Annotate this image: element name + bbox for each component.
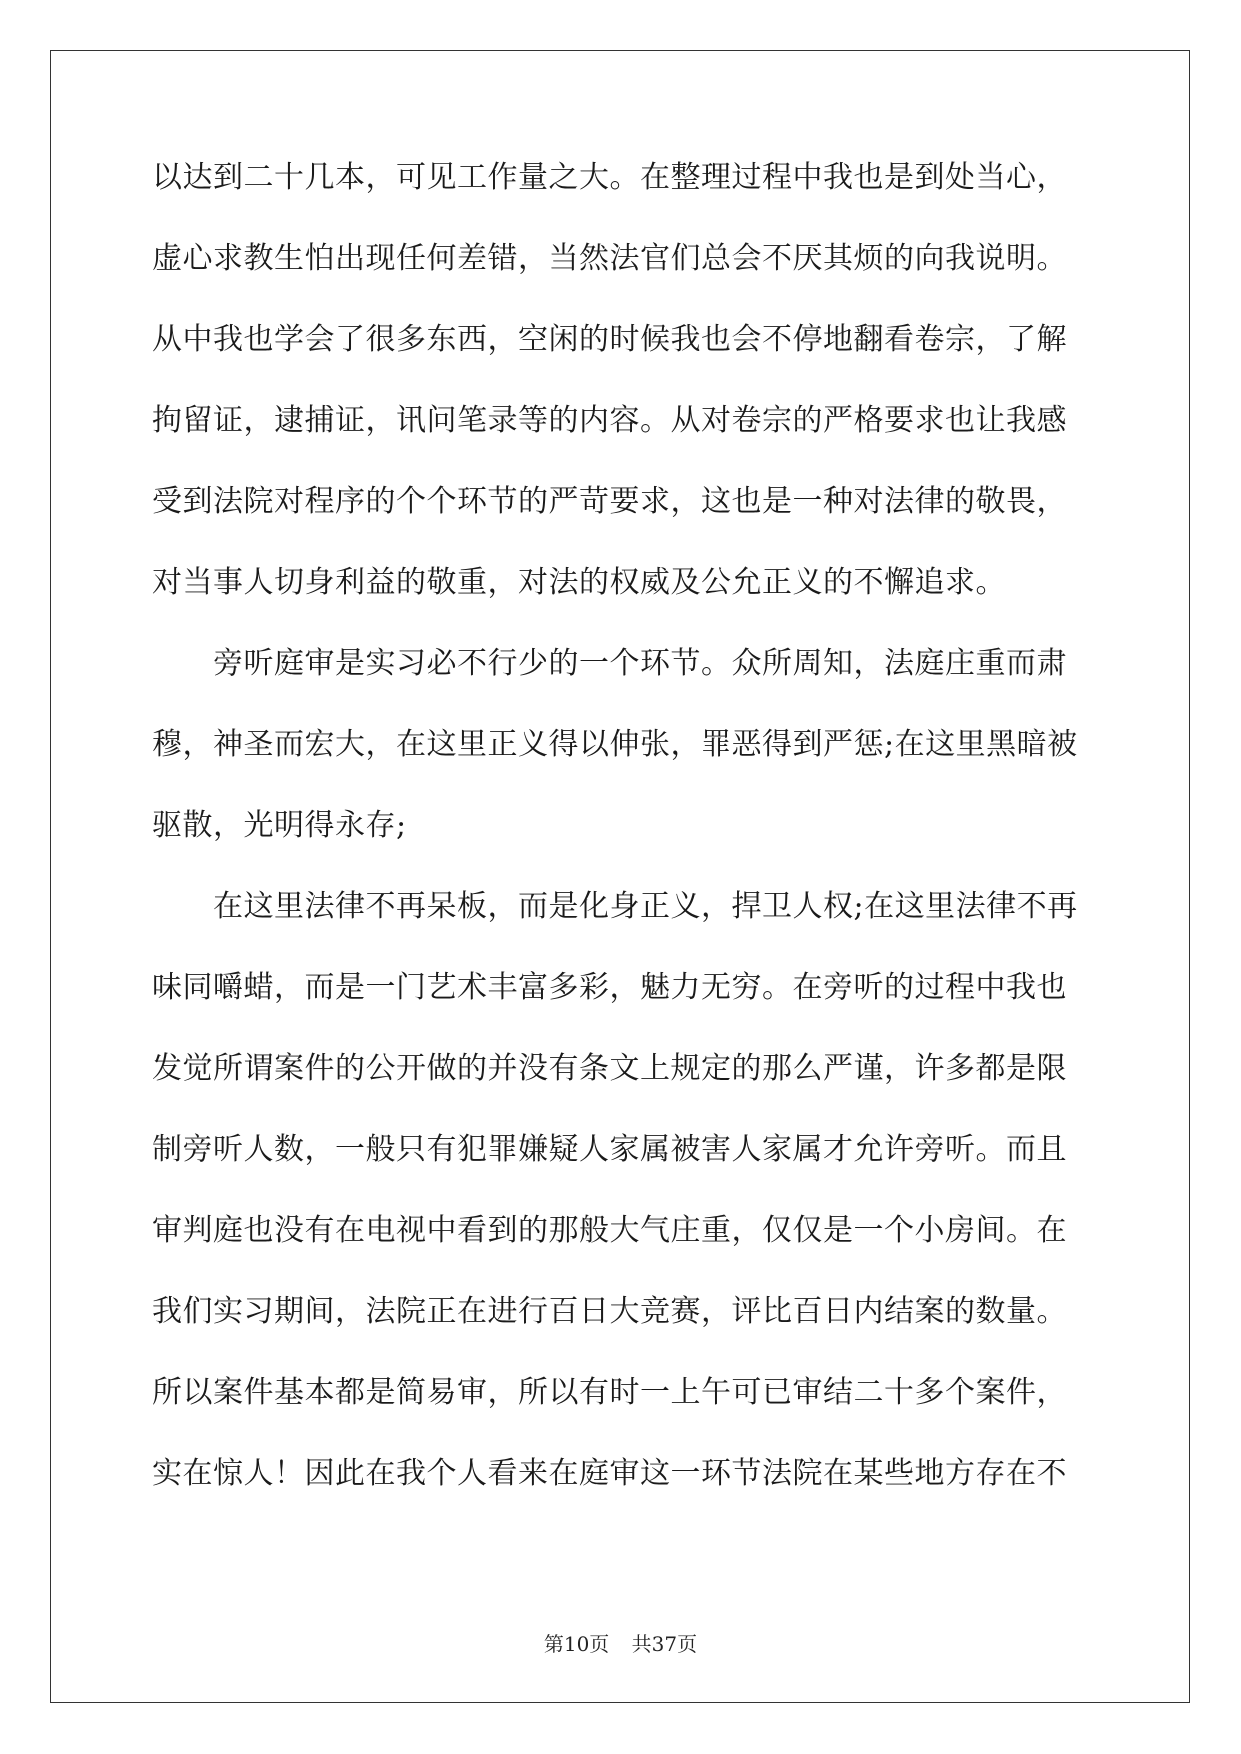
- text-line-12: 发觉所谓案件的公开做的并没有条文上规定的那么严谨，许多都是限: [152, 1051, 1067, 1086]
- text-line-3: 从中我也学会了很多东西，空闲的时候我也会不停地翻看卷宗，了解: [152, 322, 1067, 357]
- page-total: 共37页: [631, 1632, 698, 1656]
- text-line-4: 拘留证，逮捕证，讯问笔录等的内容。从对卷宗的严格要求也让我感: [152, 403, 1067, 438]
- text-line-10: 在这里法律不再呆板，而是化身正义，捍卫人权;在这里法律不再: [152, 889, 1078, 924]
- text-line-7: 旁听庭审是实习必不行少的一个环节。众所周知，法庭庄重而肃: [152, 646, 1067, 681]
- body-text: [152, 160, 1092, 1537]
- text-line-14: 审判庭也没有在电视中看到的那般大气庄重，仅仅是一个小房间。在: [152, 1213, 1067, 1248]
- text-line-16: 所以案件基本都是简易审，所以有时一上午可已审结二十多个案件，: [152, 1375, 1067, 1410]
- text-line-15: 我们实习期间，法院正在进行百日大竞赛，评比百日内结案的数量。: [152, 1294, 1067, 1329]
- text-line-6: 对当事人切身利益的敬重，对法的权威及公允正义的不懈追求。: [152, 565, 1006, 600]
- text-line-5: 受到法院对程序的个个环节的严苛要求，这也是一种对法律的敬畏，: [152, 484, 1067, 519]
- text-line-11: 味同嚼蜡，而是一门艺术丰富多彩，魅力无穷。在旁听的过程中我也: [152, 970, 1067, 1005]
- text-line-13: 制旁听人数，一般只有犯罪嫌疑人家属被害人家属才允许旁听。而且: [152, 1132, 1067, 1167]
- page-footer: [0, 1632, 1241, 1656]
- text-line-8: 穆，神圣而宏大，在这里正义得以伸张，罪恶得到严惩;在这里黑暗被: [152, 727, 1078, 762]
- text-line-1: 以达到二十几本，可见工作量之大。在整理过程中我也是到处当心，: [152, 160, 1067, 195]
- page-number: 第10页: [543, 1632, 610, 1656]
- text-line-9: 驱散，光明得永存;: [152, 808, 407, 843]
- text-line-2: 虚心求教生怕出现任何差错，当然法官们总会不厌其烦的向我说明。: [152, 241, 1067, 276]
- text-line-17: 实在惊人！因此在我个人看来在庭审这一环节法院在某些地方存在不: [152, 1456, 1067, 1491]
